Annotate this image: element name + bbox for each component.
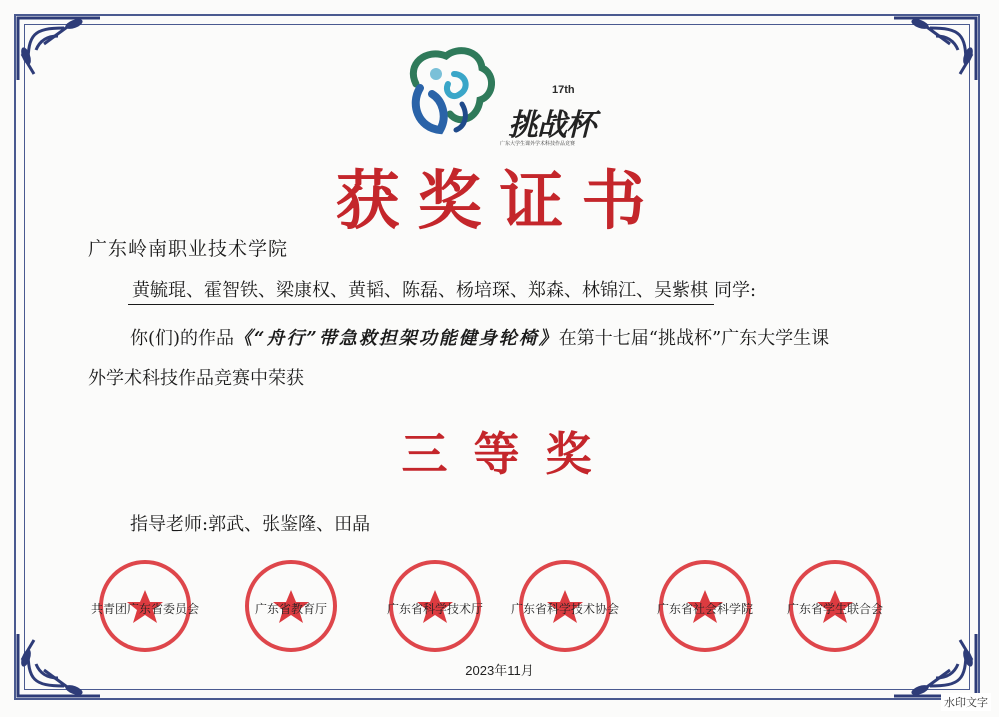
logo-name: 挑战杯 xyxy=(508,108,595,143)
body-suffix: 在第十七届“挑战杯”广东大学生课 xyxy=(558,328,830,349)
body-prefix: 你(们)的作品 xyxy=(130,328,235,349)
advisors-label: 指导老师: xyxy=(130,514,209,535)
issuer-seal xyxy=(780,556,890,656)
issuer-seal xyxy=(90,556,200,656)
issuer-seal xyxy=(510,556,620,656)
cloud-swirl-logo-icon xyxy=(396,44,501,139)
school-name: 广东岭南职业技术学院 xyxy=(88,238,289,260)
issuer-name: 共青团广东省委员会 xyxy=(90,602,199,616)
issuer-name: 广东省学生联合会 xyxy=(786,602,883,616)
challenge-cup-logo xyxy=(396,44,606,147)
award-statement-line2: 外学术科技作品竞赛中荣获 xyxy=(88,368,304,389)
issuer-name: 广东省教育厅 xyxy=(254,602,327,616)
issuer-seals xyxy=(90,556,910,656)
issue-date: 2023年11月 xyxy=(465,663,534,678)
advisors-line xyxy=(130,510,370,536)
work-title: 《“舟行”带急救担架功能健身轮椅》 xyxy=(234,328,559,349)
students-suffix: 同学: xyxy=(714,280,757,301)
issuer-name: 广东省社会科学院 xyxy=(656,602,753,616)
issuer-seal xyxy=(380,556,490,656)
issuer-name: 广东省科学技术厅 xyxy=(386,602,483,616)
student-names: 黄毓琨、霍智铁、梁康权、黄韬、陈磊、杨培琛、郑森、林锦江、吴紫棋 xyxy=(128,276,714,305)
award-level: 三等奖 xyxy=(401,427,618,481)
issuer-name: 广东省科学技术协会 xyxy=(510,602,619,616)
students-line xyxy=(128,276,756,305)
advisors-names: 郭武、张鉴隆、田晶 xyxy=(208,514,371,535)
logo-subtitle: 广东大学生课外学术科技作品竞赛 xyxy=(500,141,576,147)
corner-ornament-icon xyxy=(14,14,104,84)
logo-edition: 17th xyxy=(552,84,575,96)
issuer-seal xyxy=(650,556,760,656)
corner-ornament-icon xyxy=(890,14,980,84)
issuer-seal xyxy=(236,556,346,656)
watermark-label: 水印文字 xyxy=(941,693,991,711)
award-statement-line1 xyxy=(130,324,829,350)
certificate-title: 获奖证书 xyxy=(335,164,664,239)
